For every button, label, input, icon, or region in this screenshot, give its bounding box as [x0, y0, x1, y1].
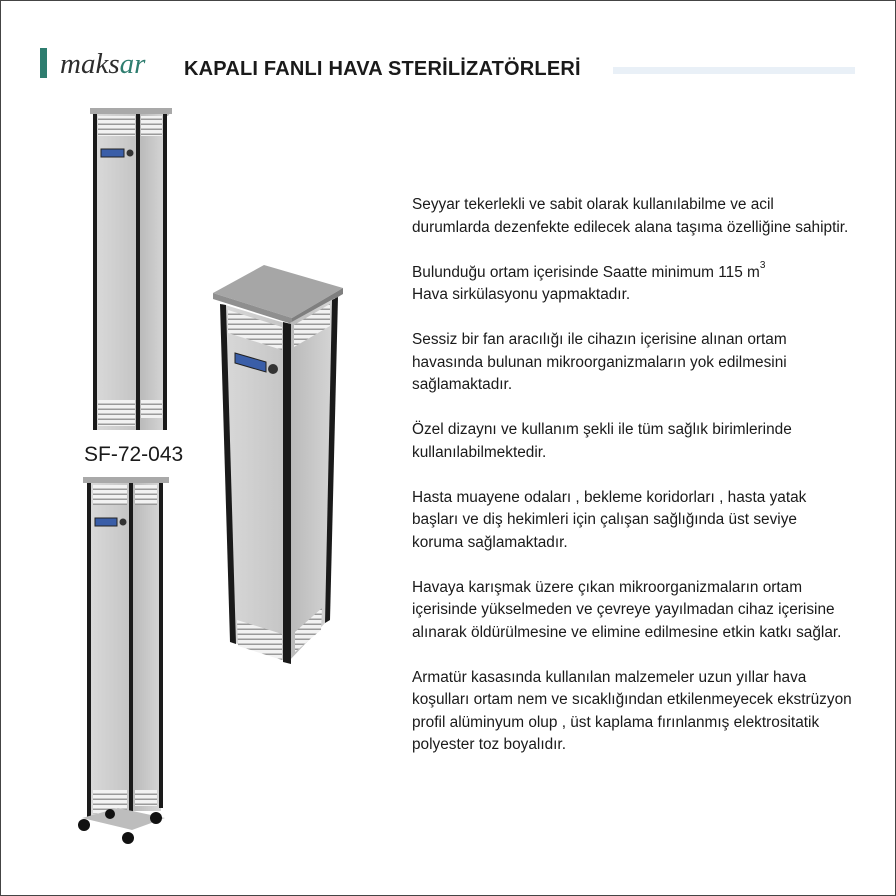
description-p1: Seyyar tekerlekli ve sabit olarak kullanılabilme ve acil durumlarda dezenfekte edilecek alana taşıma özelliğine sahiptir. — [412, 196, 849, 236]
description-p2-text: Bulunduğu ortam içerisinde Saatte minimum 115 m — [412, 263, 760, 281]
sterilizer-tower-1 — [90, 108, 172, 430]
brand-part1: maks — [60, 48, 120, 80]
description-p2-sup: 3 — [759, 260, 766, 272]
description-p2-line2: Hava sirkülasyonu yapmaktadır. — [412, 286, 631, 303]
sterilizer-tower-3 — [213, 265, 343, 664]
description-p2 — [412, 262, 852, 307]
description-p4: Özel dizaynı ve kullanım şekli ile tüm sağlık birimlerinde kullanılabilmektedir. — [412, 421, 792, 461]
description-p7: Armatür kasasında kullanılan malzemeler uzun yıllar hava koşulları ortam nem ve sıcaklığından etkilenmeyecek ekstrüzyon profil alüminyum olup , üst kaplama fırınlanmış elektrositatik polyester toz boyalıdır. — [412, 668, 852, 753]
description-p3: Sessiz bir fan aracılığı ile cihazın içerisine alınan ortam havasında bulunan mikroorganizmaların yok edilmesini sağlamaktadır. — [412, 331, 787, 393]
brand-part2: ar — [119, 48, 146, 80]
description-p6: Havaya karışmak üzere çıkan mikroorganizmaların ortam içerisinde yükselmeden ve çevreye yayılmadan cihaz içerisine alınarak öldürülmesine ve elimine edilmesine etkin katkı sağlar. — [412, 578, 842, 641]
sterilizer-tower-2 — [78, 477, 169, 844]
description-p5: Hasta muayene odaları , bekleme koridorları , hasta yatak başları ve diş hekimleri için çalışan sağlığında üst seviye koruma sağlamaktadır. — [412, 488, 807, 551]
page-title: KAPALI FANLI HAVA STERİLİZATÖRLERİ — [184, 58, 581, 80]
description-text — [412, 194, 852, 779]
model-number: SF-72-043 — [84, 443, 184, 466]
